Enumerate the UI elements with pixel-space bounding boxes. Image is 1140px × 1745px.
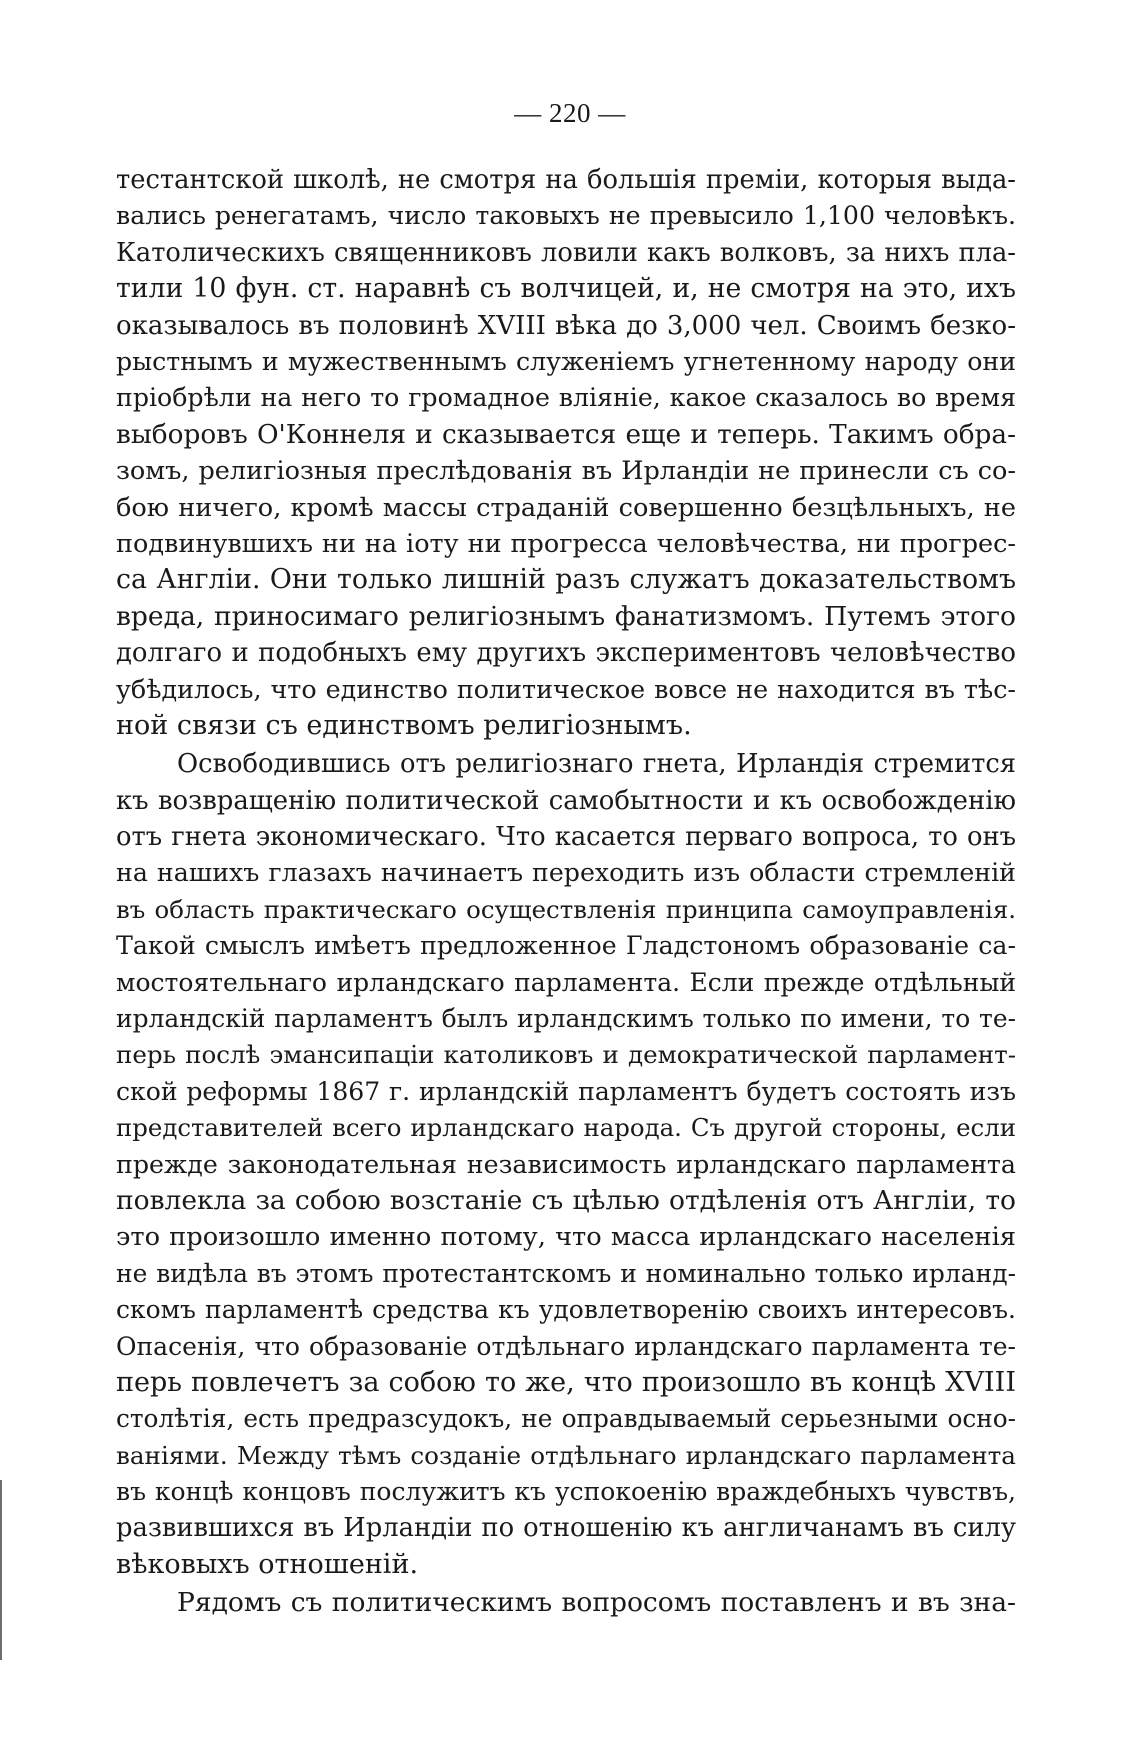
text-line: вѣковыхъ отношеній. [116, 1548, 419, 1580]
text-line: ирландскій парламентъ былъ ирландскимъ только по имени, то те- [116, 1003, 1016, 1033]
text-line: въ концѣ концовъ послужитъ къ успокоенію враждебныхъ чувствъ, [116, 1477, 1016, 1507]
text-line: не видѣла въ этомъ протестантскомъ и номинально только ирланд- [116, 1258, 1016, 1288]
paragraph-1 [116, 162, 1016, 744]
text-line: тестантской школѣ, не смотря на большія преміи, которыя выда- [116, 165, 1016, 195]
page-number: — 220 — [514, 98, 626, 128]
paragraph-2 [116, 746, 1016, 1583]
text-line: подвинувшихъ ни на іоту ни прогресса человѣчества, ни прогрес- [116, 528, 1016, 559]
text-line: это произошло именно потому, что масса ирландскаго населенія [116, 1222, 1016, 1253]
text-line: вреда, приносимаго религіознымъ фанатизмомъ. Путемъ этого [116, 600, 1016, 632]
page-edge-divider [0, 1480, 2, 1660]
text-line: Католическихъ священниковъ ловили какъ волковъ, за нихъ пла- [116, 237, 1016, 268]
text-line: перь послѣ эмансипаціи католиковъ и демократической парламент- [116, 1040, 1016, 1070]
text-line: оказывалось въ половинѣ XVIII вѣка до 3,000 чел. Своимъ безко- [116, 310, 1016, 341]
text-line: прежде законодательная независимость ирландскаго парламента [116, 1149, 1016, 1179]
text-line: вались ренегатамъ, число таковыхъ не превысило 1,100 человѣкъ. [116, 201, 1016, 231]
text-line: тили 10 фун. ст. наравнѣ съ волчицей, и, не смотря на это, ихъ [116, 273, 1016, 305]
text-line: выборовъ О'Коннеля и сказывается еще и теперь. Такимъ обра- [116, 419, 1016, 450]
text-line: скомъ парламентѣ средства къ удовлетворенію своихъ интересовъ. [116, 1295, 1016, 1325]
text-line: въ область практическаго осуществленія принципа самоуправленія. [116, 894, 1016, 924]
text-line: ской реформы 1867 г. ирландскій парламентъ будетъ состоять изъ [116, 1076, 1016, 1106]
text-line: убѣдилось, что единство политическое вовсе не находится въ тѣс- [116, 674, 1016, 705]
text-line: на нашихъ глазахъ начинаетъ переходить изъ области стремленій [116, 858, 1016, 888]
text-line: ной связи съ единствомъ религіознымъ. [116, 709, 692, 741]
text-line: ваніями. Между тѣмъ созданіе отдѣльнаго ирландскаго парламента [116, 1440, 1016, 1470]
text-line: представителей всего ирландскаго народа. Съ другой стороны, если [116, 1113, 1016, 1143]
text-line: перь повлечетъ за собою то же, что произошло въ концѣ XVIII [116, 1366, 1016, 1398]
text-line: мостоятельнаго ирландскаго парламента. Если прежде отдѣльный [116, 967, 1016, 997]
text-line: Освободившись отъ религіознаго гнета, Ирландія стремится [177, 749, 1016, 780]
text-line: зомъ, религіозныя преслѣдованія въ Ирландіи не принесли съ со- [116, 456, 1016, 487]
text-line: къ возвращенію политической самобытности и къ освобожденію [116, 785, 1016, 816]
body-text [116, 162, 1016, 1622]
text-line: са Англіи. Они только лишній разъ служатъ доказательствомъ [116, 564, 1016, 596]
text-line: долгаго и подобныхъ ему другихъ экспериментовъ человѣчество [116, 638, 1016, 669]
text-line: рыстнымъ и мужественнымъ служеніемъ угнетенному народу они [116, 346, 1016, 376]
text-line: повлекла за собою возстаніе съ цѣлью отдѣленія отъ Англіи, то [116, 1184, 1016, 1216]
paragraph-3 [116, 1585, 1016, 1621]
text-line: отъ гнета экономическаго. Что касается перваго вопроса, то онъ [116, 822, 1016, 853]
text-line: Опасенія, что образованіе отдѣльнаго ирландскаго парламента те- [116, 1331, 1016, 1361]
text-line: Такой смыслъ имѣетъ предложенное Гладстономъ образованіе са- [116, 931, 1016, 961]
text-line: Рядомъ съ политическимъ вопросомъ поставленъ и въ зна- [177, 1587, 1016, 1619]
text-line: бою ничего, кромѣ массы страданій совершенно безцѣльныхъ, не [116, 492, 1016, 523]
text-line: развившихся въ Ирландіи по отношенію къ англичанамъ въ силу [116, 1513, 1016, 1544]
text-line: столѣтія, есть предразсудокъ, не оправдываемый серьезными осно- [116, 1404, 1016, 1434]
text-line: пріобрѣли на него то громадное вліяніе, какое сказалось во время [116, 383, 1016, 413]
